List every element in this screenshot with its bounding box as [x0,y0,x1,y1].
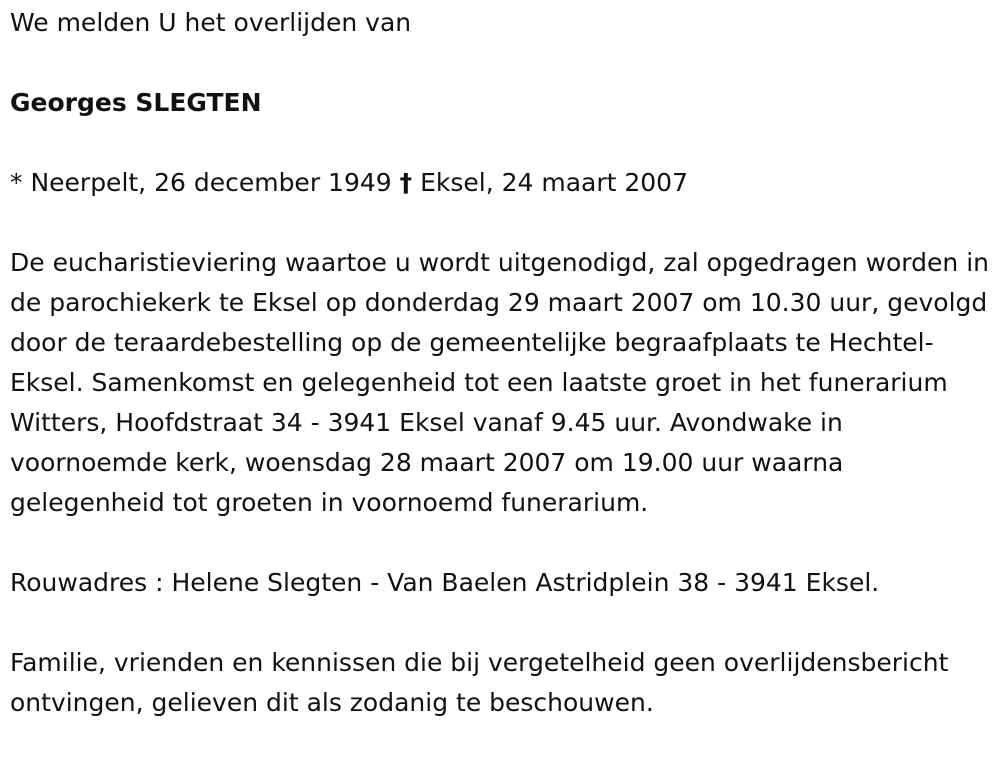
dates-line [10,163,990,203]
closing-note: Familie, vrienden en kennissen die bij vergetelheid geen overlijdensbericht ontvingen, gelieven dit als zodanig te beschouwen. [10,648,949,717]
intro-line: We melden U het overlijden van [10,8,412,37]
deceased-name: Georges SLEGTEN [10,88,262,117]
birth-info: * Neerpelt, 26 december 1949 [10,168,392,197]
cross-icon: † [399,168,413,197]
death-info: Eksel, 24 maart 2007 [420,168,688,197]
service-paragraph: De eucharistieviering waartoe u wordt uitgenodigd, zal opgedragen worden in de parochiekerk te Eksel op donderdag 29 maart 2007 om 10.30 uur, gevolgd door de teraardebestelling op de gemeentelijke begraafplaats te Hechtel-Eksel. Samenkomst en gelegenheid tot een laatste groet in het funerarium Witters, Hoofdstraat 34 - 3941 Eksel vanaf 9.45 uur. Avondwake in voornoemde kerk, woensdag 28 maart 2007 om 19.00 uur waarna gelegenheid tot groeten in voornoemd funerarium. [10,248,989,517]
mourning-address: Rouwadres : Helene Slegten - Van Baelen Astridplein 38 - 3941 Eksel. [10,568,880,597]
